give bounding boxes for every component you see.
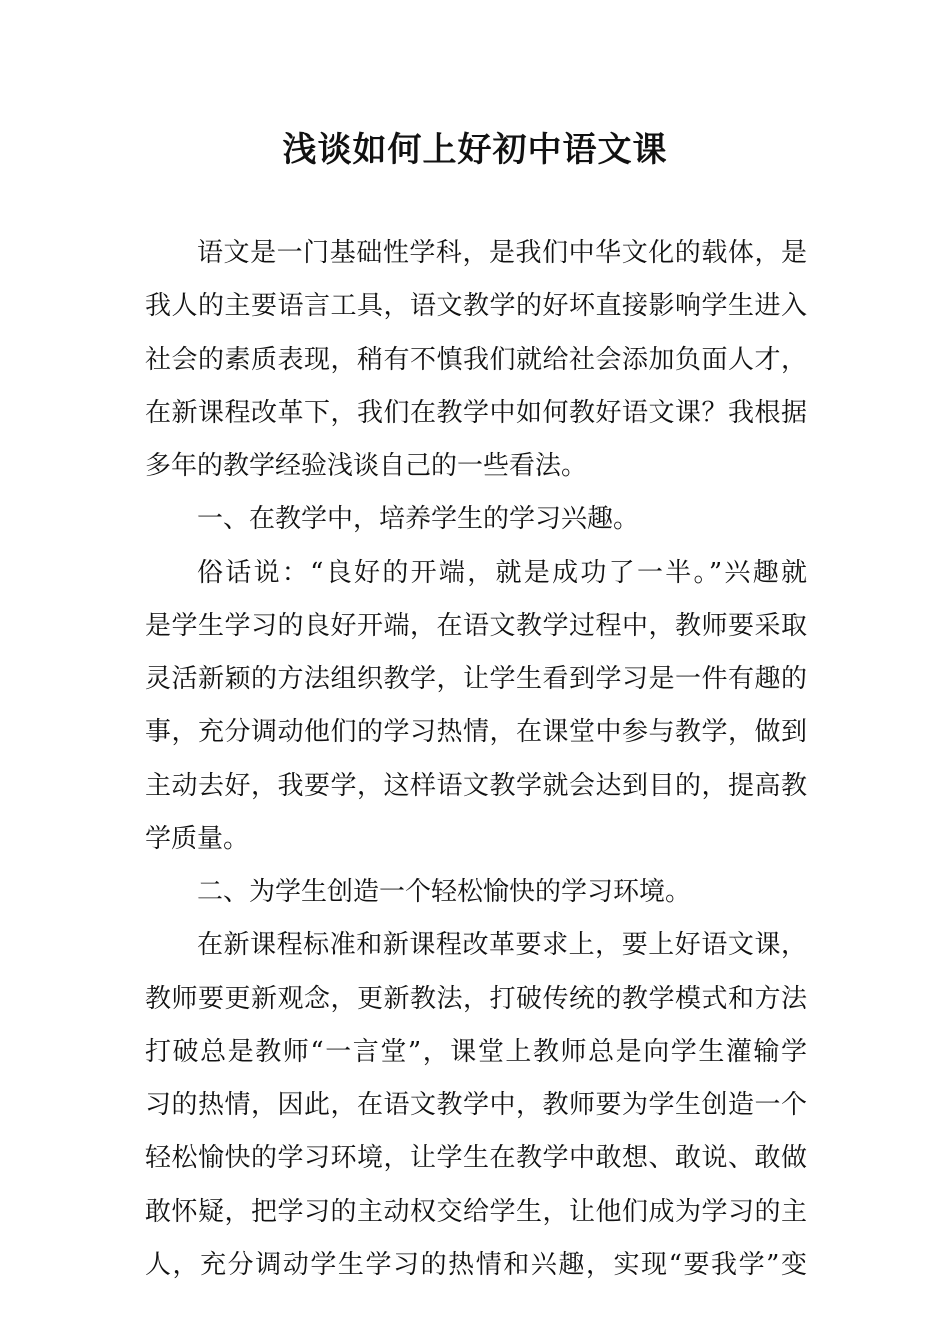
paragraph-line: 教师要更新观念，更新教法，打破传统的教学模式和方法 — [145, 983, 807, 1014]
paragraph-line: 在新课程改革下，我们在教学中如何教好语文课？我根据 — [145, 397, 807, 428]
paragraph-line: 灵活新颖的方法组织教学，让学生看到学习是一件有趣的 — [145, 664, 807, 694]
paragraph-line: 俗话说：“良好的开端，就是成功了一半。”兴趣就 — [197, 557, 807, 588]
paragraph-line: 轻松愉快的学习环境，让学生在教学中敢想、敢说、敢做 — [145, 1143, 807, 1174]
paragraph-line: 多年的教学经验浅谈自己的一些看法。 — [145, 451, 588, 481]
paragraph-line: 打破总是教师“一言堂”，课堂上教师总是向学生灌输学 — [145, 1036, 807, 1067]
paragraph-line: 学质量。 — [145, 823, 250, 854]
section-heading: 一、在教学中，培养学生的学习兴趣。 — [197, 504, 640, 535]
paragraph-line: 语文是一门基础性学科，是我们中华文化的载体，是 — [197, 238, 807, 268]
section-heading: 二、为学生创造一个轻松愉快的学习环境。 — [197, 877, 692, 907]
document-title: 浅谈如何上好初中语文课 — [282, 130, 668, 170]
paragraph-line: 人，充分调动学生学习的热情和兴趣，实现“要我学”变 — [145, 1249, 807, 1280]
paragraph-line: 习的热情，因此，在语文教学中，教师要为学生创造一个 — [145, 1090, 807, 1120]
paragraph-line: 在新课程标准和新课程改革要求上，要上好语文课， — [197, 930, 807, 961]
paragraph-line: 敢怀疑，把学习的主动权交给学生，让他们成为学习的主 — [145, 1196, 807, 1227]
paragraph-line: 我人的主要语言工具，语文教学的好坏直接影响学生进入 — [145, 291, 807, 322]
paragraph-line: 主动去好，我要学，这样语文教学就会达到目的，提高教 — [145, 770, 807, 801]
paragraph-line: 事，充分调动他们的学习热情，在课堂中参与教学，做到 — [145, 717, 807, 748]
paragraph-line: 是学生学习的良好开端，在语文教学过程中，教师要采取 — [145, 610, 807, 641]
document-body — [145, 227, 807, 1292]
paragraph-line: 社会的素质表现，稍有不慎我们就给社会添加负面人才， — [145, 344, 807, 375]
